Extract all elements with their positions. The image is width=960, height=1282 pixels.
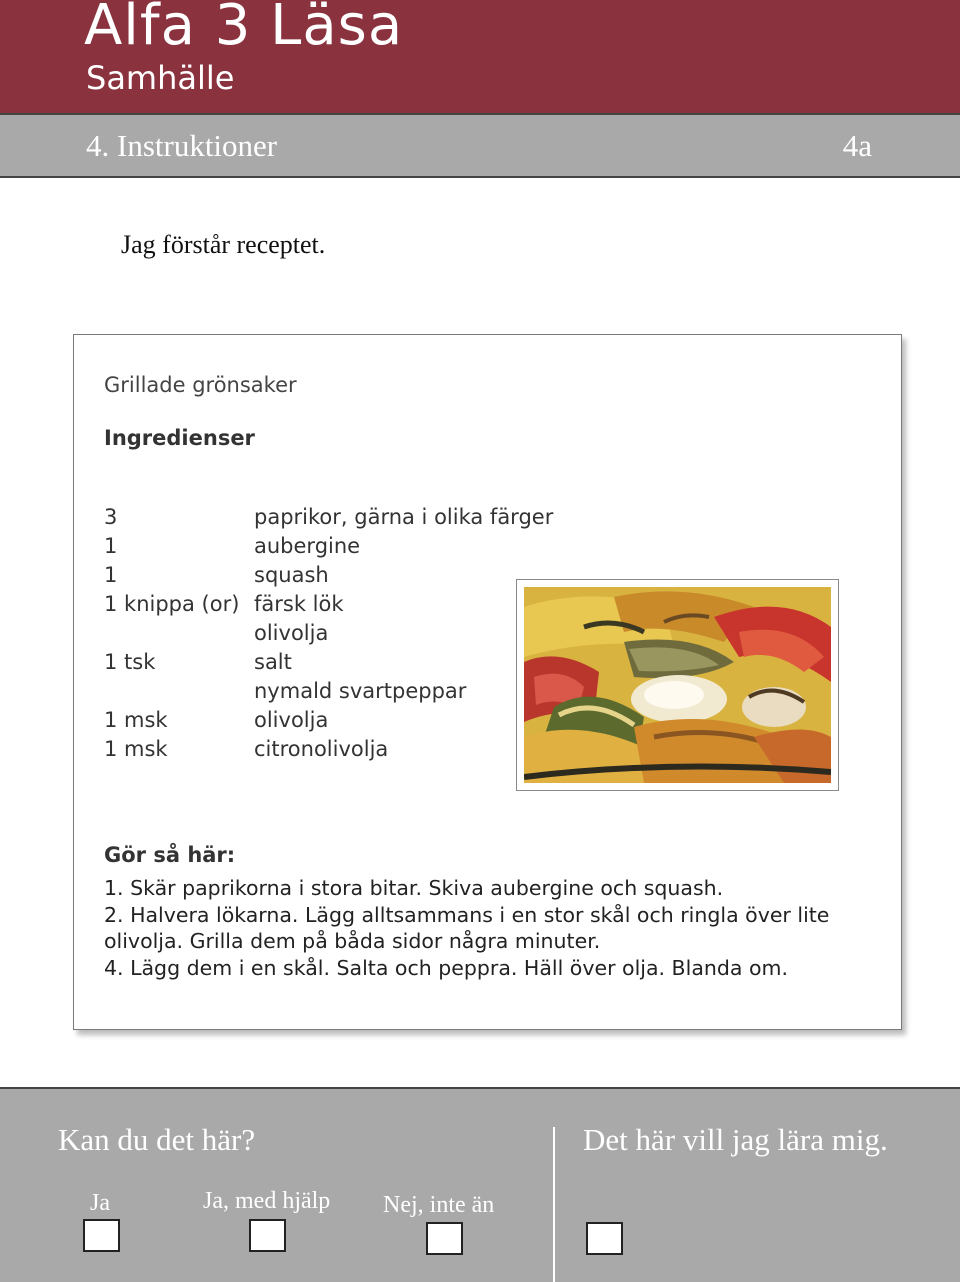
ingredient-row: [104, 648, 564, 677]
self-assessment-footer: [0, 1087, 960, 1282]
ingredient-list: [104, 503, 564, 764]
book-subtitle: Samhälle: [86, 59, 235, 97]
ingredient-row: [104, 561, 564, 590]
header-banner: [0, 0, 960, 113]
ingredient-row: [104, 503, 564, 532]
steps-list: [104, 875, 884, 981]
ingredient-item: nymald svartpeppar: [254, 679, 467, 703]
ingredient-row: [104, 735, 564, 764]
ingredient-item: olivolja: [254, 708, 329, 732]
learning-goal: Jag förstår receptet.: [121, 230, 326, 259]
ingredient-item: olivolja: [254, 621, 329, 645]
section-bar: [0, 113, 960, 178]
self-assessment-question: Kan du det här?: [58, 1122, 256, 1157]
footer-divider: [553, 1127, 555, 1282]
ingredient-row: [104, 677, 564, 706]
recipe-title: Grillade grönsaker: [104, 373, 297, 397]
step-item: 1. Skär paprikorna i stora bitar. Skiva aubergine och squash.: [104, 876, 724, 900]
section-title: 4. Instruktioner: [86, 128, 278, 163]
ingredient-row: [104, 532, 564, 561]
ingredient-qty: 1 knippa (or): [104, 592, 240, 616]
steps-heading: Gör så här:: [104, 843, 236, 867]
option-not-yet-label: Nej, inte än: [383, 1192, 495, 1218]
learning-wish-label: Det här vill jag lära mig.: [583, 1122, 888, 1157]
checkbox-not-yet[interactable]: [426, 1222, 463, 1255]
ingredient-row: [104, 706, 564, 735]
ingredient-qty: 3: [104, 505, 118, 529]
ingredient-item: färsk lök: [254, 592, 344, 616]
option-yes-label: Ja: [90, 1190, 110, 1216]
ingredient-row: [104, 619, 564, 648]
book-title: Alfa 3 Läsa: [84, 0, 404, 58]
ingredient-qty: 1 msk: [104, 737, 168, 761]
ingredient-item: squash: [254, 563, 329, 587]
ingredient-item: paprikor, gärna i olika färger: [254, 505, 554, 529]
checkbox-yes[interactable]: [83, 1219, 120, 1252]
ingredient-qty: 1 tsk: [104, 650, 156, 674]
grilled-vegetables-image: [524, 587, 831, 783]
ingredient-item: salt: [254, 650, 292, 674]
option-with-help-label: Ja, med hjälp: [203, 1188, 331, 1214]
ingredient-row: [104, 590, 564, 619]
section-code: 4a: [842, 128, 872, 163]
ingredient-qty: 1 msk: [104, 708, 168, 732]
ingredient-item: citronolivolja: [254, 737, 389, 761]
ingredient-qty: 1: [104, 563, 118, 587]
recipe-card: [73, 334, 902, 1030]
ingredient-qty: 1: [104, 534, 118, 558]
ingredients-heading: Ingredienser: [104, 426, 255, 450]
ingredient-item: aubergine: [254, 534, 361, 558]
step-item: 4. Lägg dem i en skål. Salta och peppra. Häll över olja. Blanda om.: [104, 955, 788, 980]
checkbox-with-help[interactable]: [249, 1219, 286, 1252]
checkbox-want-to-learn[interactable]: [586, 1222, 623, 1255]
grilled-vegetables-photo: [516, 579, 839, 791]
step-item: 2. Halvera lökarna. Lägg alltsammans i en stor skål och ringla över lite olivolja. Grilla dem på båda sidor några minuter.: [104, 902, 830, 953]
